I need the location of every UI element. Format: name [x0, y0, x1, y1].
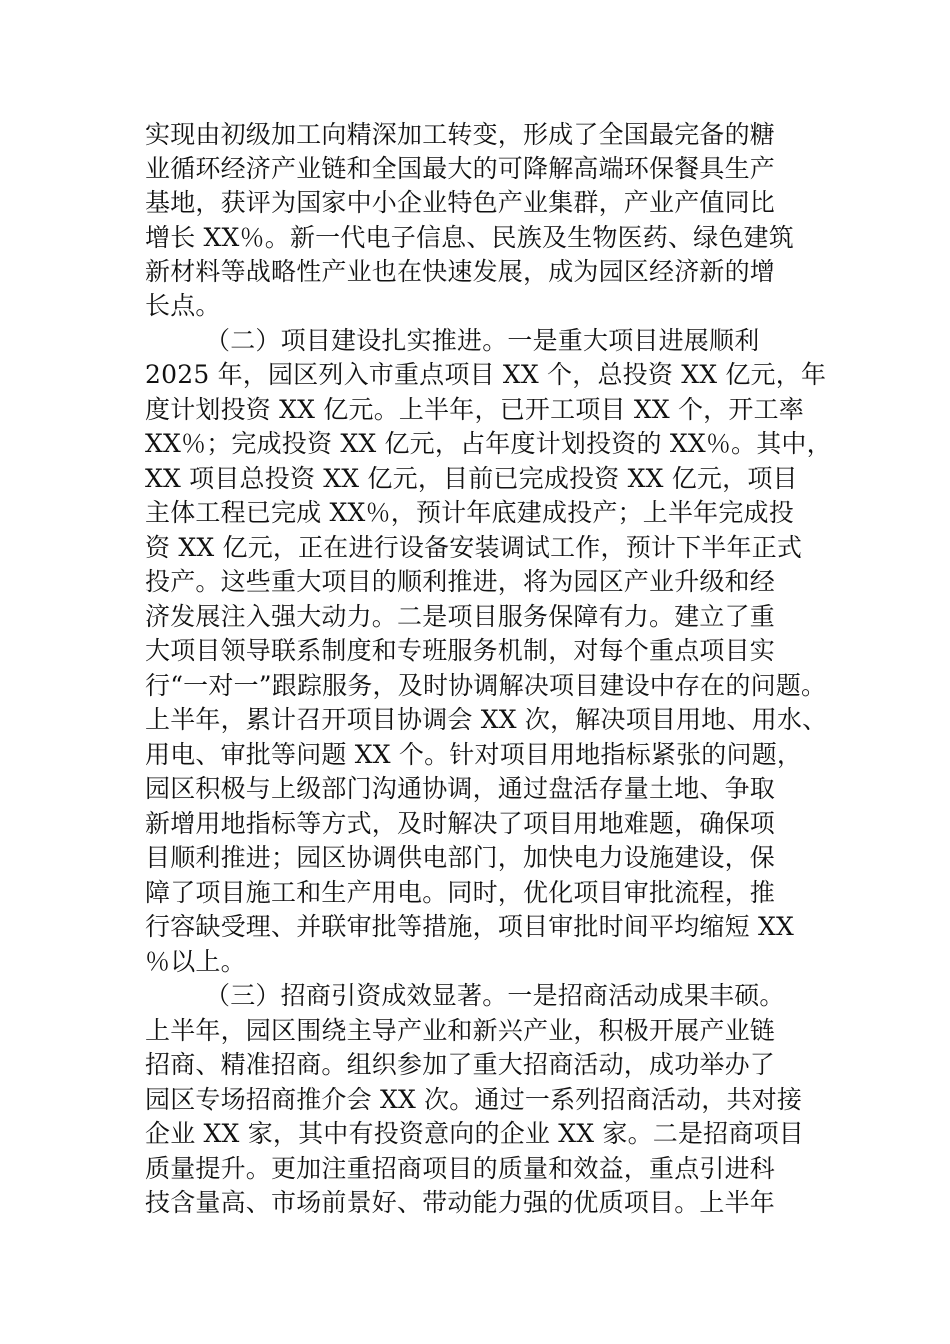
text-line: 2025 年，园区列入市重点项目 XX 个，总投资 XX 亿元，年 — [145, 360, 827, 389]
text-line: 行容缺受理、并联审批等措施，项目审批时间平均缩短 XX — [145, 912, 794, 941]
text-line: 新材料等战略性产业也在快速发展，成为园区经济新的增 — [145, 257, 776, 286]
text-line: 企业 XX 家，其中有投资意向的企业 XX 家。二是招商项目 — [145, 1119, 804, 1148]
text-line: ％以上。 — [145, 947, 246, 976]
text-line: 度计划投资 XX 亿元。上半年，已开工项目 XX 个，开工率 — [145, 395, 804, 424]
text-line: 新增用地指标等方式，及时解决了项目用地难题，确保项 — [145, 809, 776, 838]
text-line: 障了项目施工和生产用电。同时，优化项目审批流程，推 — [145, 878, 776, 907]
section-heading-line: （三）招商引资成效显著。一是招商活动成果丰硕。 — [205, 981, 785, 1010]
text-line: 增长 XX％。新一代电子信息、民族及生物医药、绿色建筑 — [145, 223, 794, 252]
text-line: 用电、审批等问题 XX 个。针对项目用地指标紧张的问题， — [145, 740, 803, 769]
text-line: 目顺利推进；园区协调供电部门，加快电力设施建设，保 — [145, 843, 776, 872]
text-line: 长点。 — [145, 291, 221, 320]
text-line: 园区专场招商推介会 XX 次。通过一系列招商活动，共对接 — [145, 1085, 803, 1114]
text-line: 上半年，园区围绕主导产业和新兴产业，积极开展产业链 — [145, 1016, 776, 1045]
text-line: 质量提升。更加注重招商项目的质量和效益，重点引进科 — [145, 1154, 776, 1183]
text-line: 实现由初级加工向精深加工转变，形成了全国最完备的糖 — [145, 120, 776, 149]
text-line: 济发展注入强大动力。二是项目服务保障有力。建立了重 — [145, 602, 776, 631]
section-heading-line: （二）项目建设扎实推进。一是重大项目进展顺利 — [205, 326, 760, 355]
text-line: 上半年，累计召开项目协调会 XX 次，解决项目用地、用水、 — [145, 705, 828, 734]
text-line: 投产。这些重大项目的顺利推进，将为园区产业升级和经 — [145, 567, 776, 596]
text-line: 业循环经济产业链和全国最大的可降解高端环保餐具生产 — [145, 154, 776, 183]
text-line: XX 项目总投资 XX 亿元，目前已完成投资 XX 亿元，项目 — [145, 464, 798, 493]
text-line: 行“一对一”跟踪服务，及时协调解决项目建设中存在的问题。 — [145, 671, 827, 700]
text-line: 园区积极与上级部门沟通协调，通过盘活存量土地、争取 — [145, 774, 776, 803]
text-line: 基地，获评为国家中小企业特色产业集群，产业产值同比 — [145, 188, 776, 217]
text-line: 主体工程已完成 XX％，预计年底建成投产；上半年完成投 — [145, 498, 794, 527]
text-line: 资 XX 亿元，正在进行设备安装调试工作，预计下半年正式 — [145, 533, 803, 562]
text-line: 技含量高、市场前景好、带动能力强的优质项目。上半年 — [145, 1188, 776, 1217]
text-line: 招商、精准招商。组织参加了重大招商活动，成功举办了 — [145, 1050, 776, 1079]
text-line: 大项目领导联系制度和专班服务机制，对每个重点项目实 — [145, 636, 776, 665]
text-line: XX％；完成投资 XX 亿元，占年度计划投资的 XX％。其中， — [145, 429, 832, 458]
